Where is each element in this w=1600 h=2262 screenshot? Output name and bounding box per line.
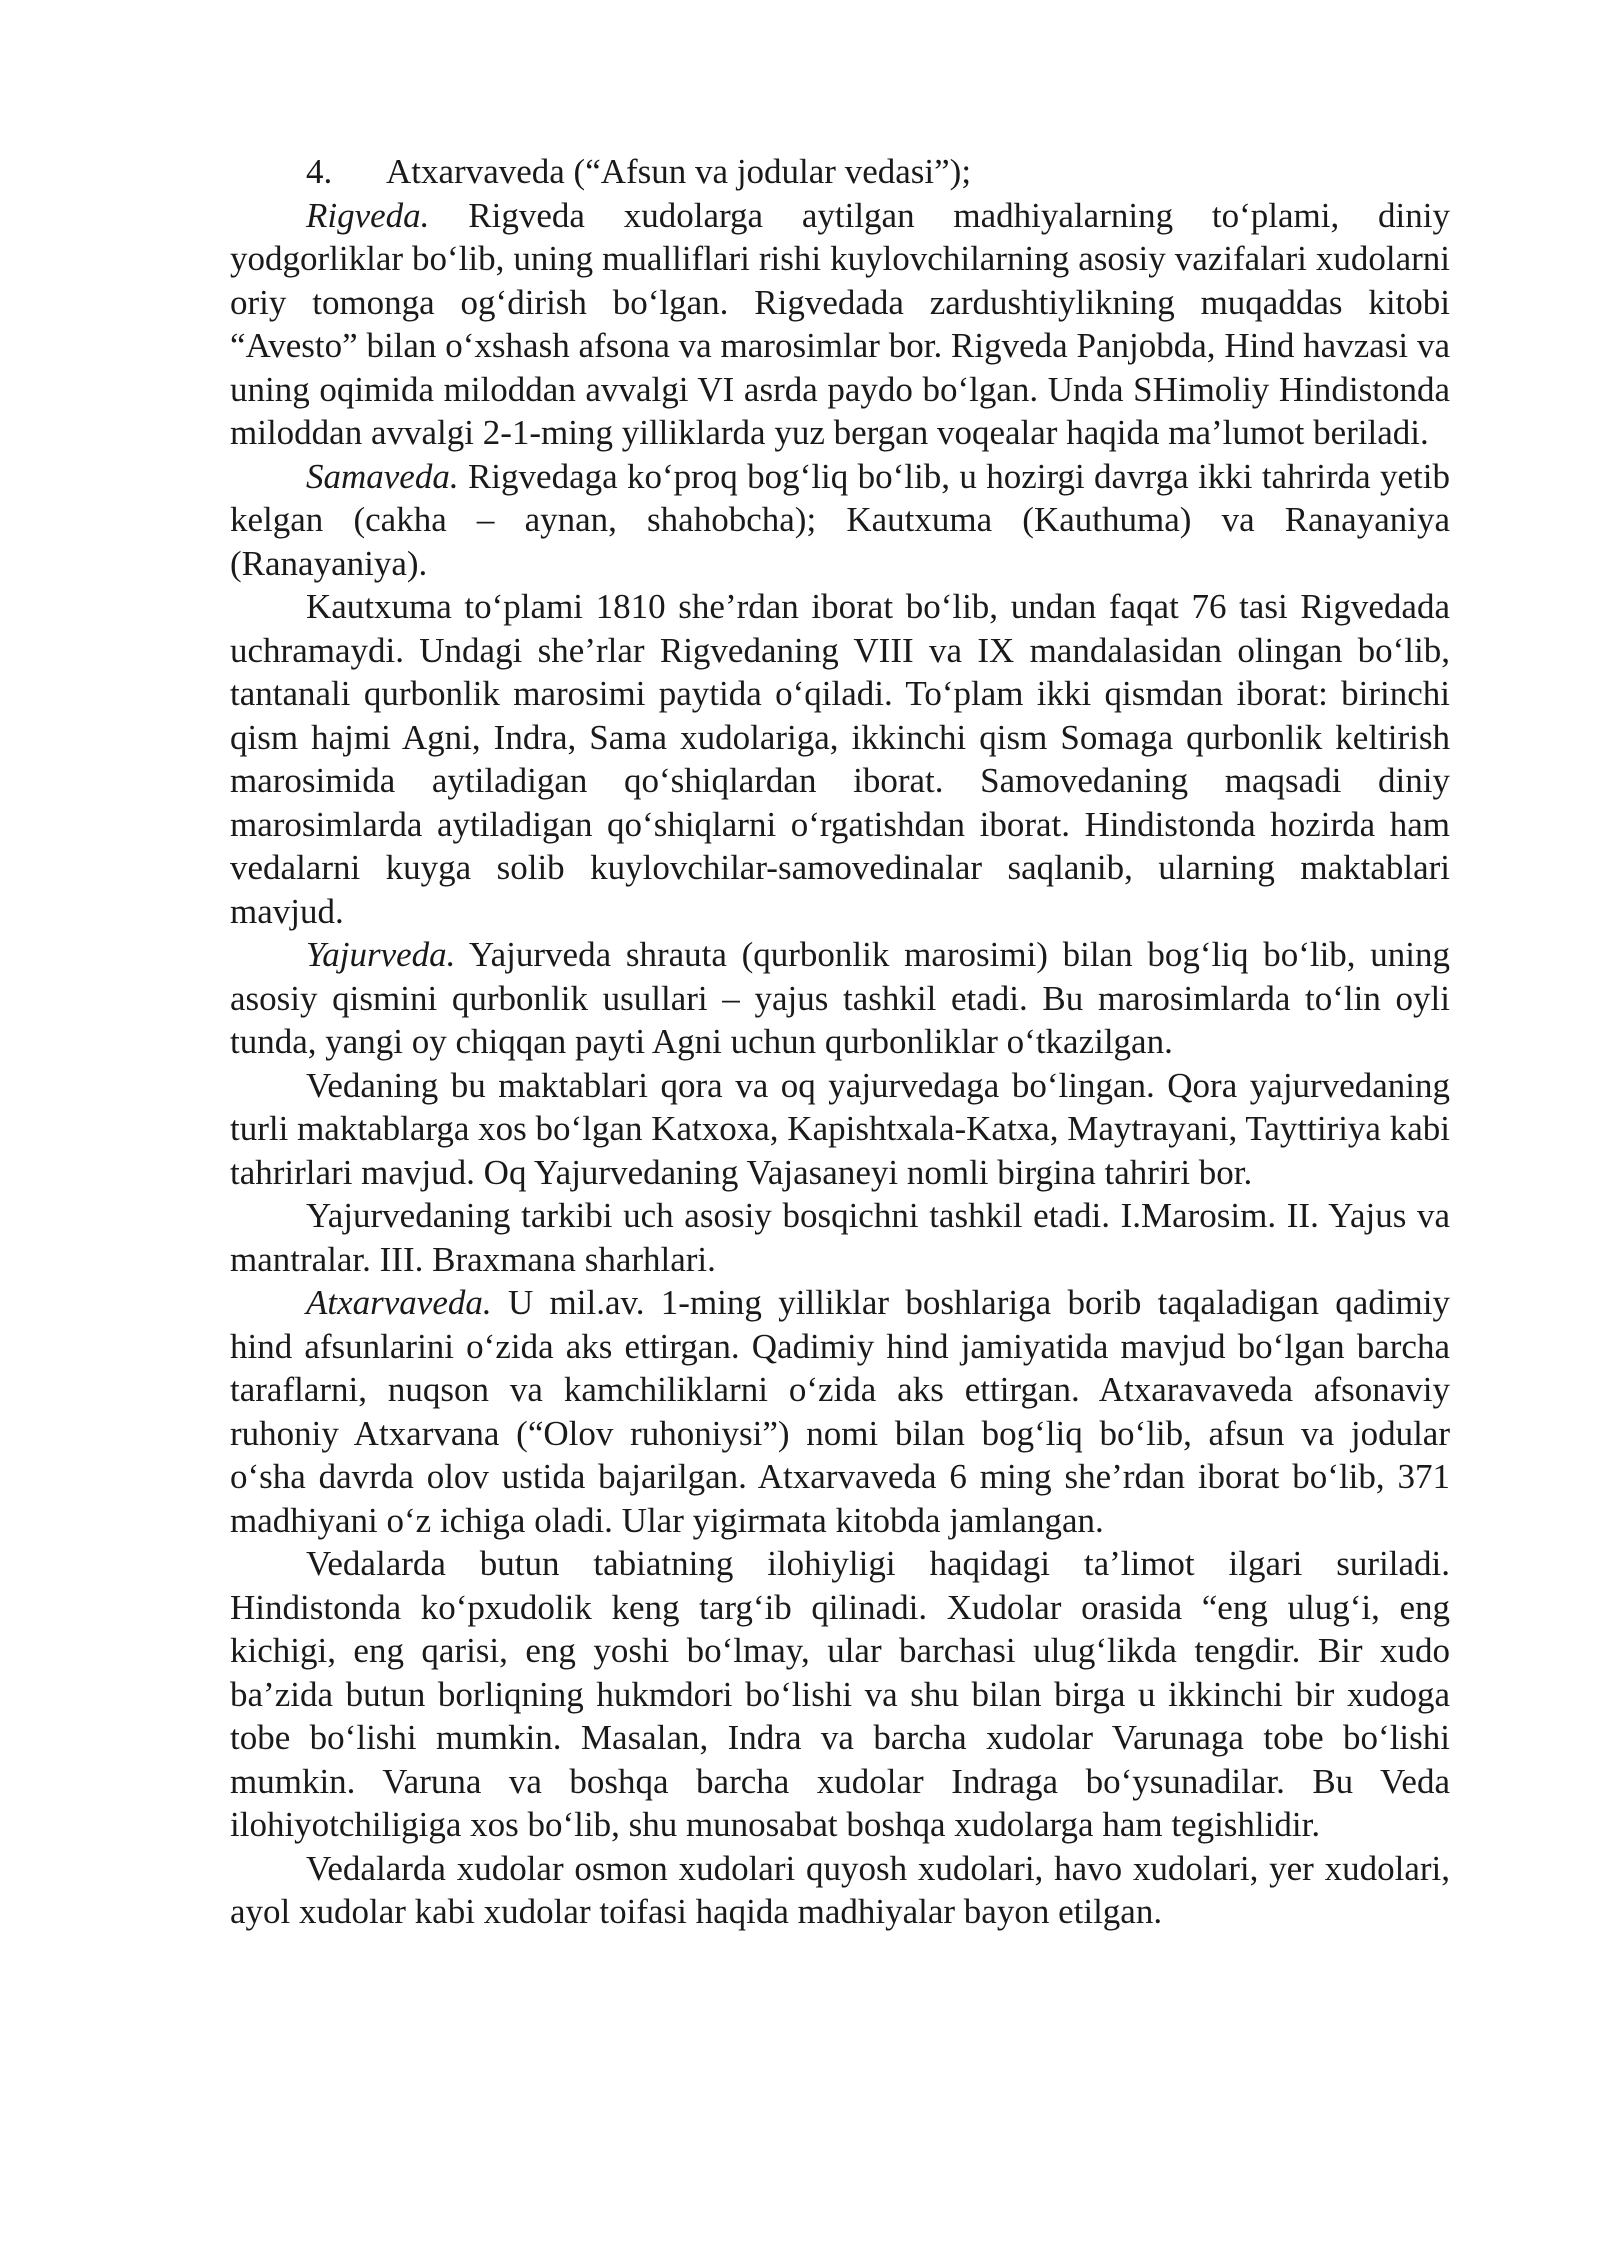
paragraph-vedaning-maktablari <box>230 1064 1450 1195</box>
paragraph-text: Vedalarda butun tabiatning ilohiyligi haqidagi ta’limot ilgari suriladi. Hindistonda ko‘pxudolik keng targ‘ib qilinadi. Xudolar orasida “eng ulug‘i, eng kichigi, eng qarisi, eng yoshi bo‘lmay, ular barchasi ulug‘likda tengdir. Bir xudo ba’zida butun borliqning hukmdori bo‘lishi va shu bilan birga u ikkinchi bir xudoga tobe bo‘lishi mumkin. Masalan, Indra va barcha xudolar Varunaga tobe bo‘lishi mumkin. Varuna va boshqa barcha xudolar Indraga bo‘ysunadilar. Bu Veda ilohiyotchiligiga xos bo‘lib, shu munosabat boshqa xudolarga ham tegishlidir. <box>230 1544 1450 1844</box>
paragraph-yajurveda-tarkibi <box>230 1194 1450 1281</box>
paragraph-vedalarda-tabiat <box>230 1542 1450 1847</box>
paragraph-lead-term: Atxarvaveda. <box>306 1283 492 1322</box>
paragraph-text: U mil.av. 1-ming yilliklar boshlariga borib taqaladigan qadimiy hind afsunlarini o‘zida aks ettirgan. Qadimiy hind jamiyatida mavjud bo‘lgan barcha taraflarni, nuqson va kamchiliklarni o‘zida aks ettirgan. Atxaravaveda afsonaviy ruhoniy Atxarvana (“Olov ruhoniysi”) nomi bilan bog‘liq bo‘lib, afsun va jodular o‘sha davrda olov ustida bajarilgan. Atxarvaveda 6 ming she’rdan iborat bo‘lib, 371 madhiyani o‘z ichiga oladi. Ular yigirmata kitobda jamlangan. <box>230 1283 1450 1540</box>
list-item-number: 4. <box>306 152 333 191</box>
paragraph-kautxuma <box>230 585 1450 933</box>
paragraph-lead-term: Rigveda. <box>306 195 430 235</box>
paragraph-text: Yajurvedaning tarkibi uch asosiy bosqichni tashkil etadi. I.Marosim. II. Yajus va mantralar. III. Braxmana sharhlari. <box>230 1196 1450 1279</box>
paragraph-yajurveda <box>230 933 1450 1064</box>
paragraph-lead-term: Yajurveda. <box>306 935 456 974</box>
paragraph-text: Rigvedaga ko‘proq bog‘liq bo‘lib, u hozirgi davrga ikki tahrirda yetib kelgan (cakha – aynan, shahobcha); Kautxuma (Kauthuma) va Ranayaniya (Ranayaniya). <box>230 456 1450 583</box>
paragraph-rigveda <box>230 194 1450 455</box>
paragraph-samaveda <box>230 455 1450 586</box>
paragraph-text: Rigveda xudolarga aytilgan madhiyalarning to‘plami, diniy yodgorliklar bo‘lib, uning mualliflari rishi kuylovchilarning asosiy vazifalari xudolarni oriy tomonga og‘dirish bo‘lgan. Rigvedada zardushtiylikning muqaddas kitobi “Avesto” bilan o‘xshash afsona va marosimlar bor. Rigveda Panjobda, Hind havzasi va uning oqimida miloddan avvalgi VI asrda paydo bo‘lgan. Unda SHimoliy Hindistonda miloddan avvalgi 2-1-ming yilliklarda yuz bergan voqealar haqida ma’lumot beriladi. <box>230 195 1450 452</box>
paragraph-lead-term: Samaveda. <box>306 456 459 496</box>
paragraph-text: Yajurveda shrauta (qurbonlik marosimi) bilan bog‘liq bo‘lib, uning asosiy qismini qurbonlik usullari – yajus tashkil etadi. Bu marosimlarda to‘lin oyli tunda, yangi oy chiqqan payti Agni uchun qurbonliklar o‘tkazilgan. <box>230 935 1450 1061</box>
document-page <box>230 150 1450 1934</box>
list-item <box>230 150 1450 194</box>
paragraph-text: Vedalarda xudolar osmon xudolari quyosh xudolari, havo xudolari, yer xudolari, ayol xudolar kabi xudolar toifasi haqida madhiyalar bayon etilgan. <box>230 1848 1450 1931</box>
list-item-text: Atxarvaveda (“Afsun va jodular vedasi”); <box>386 152 972 191</box>
paragraph-text: Vedaning bu maktablari qora va oq yajurvedaga bo‘lingan. Qora yajurvedaning turli maktablarga xos bo‘lgan Katxoxa, Kapishtxala-Katxa, Maytrayani, Tayttiriya kabi tahrirlari mavjud. Oq Yajurvedaning Vajasaneyi nomli birgina tahriri bor. <box>230 1065 1450 1192</box>
paragraph-vedalarda-xudolar <box>230 1847 1450 1934</box>
paragraph-atxarvaveda <box>230 1281 1450 1542</box>
paragraph-text: Kautxuma to‘plami 1810 she’rdan iborat bo‘lib, undan faqat 76 tasi Rigvedada uchramaydi. Undagi she’rlar Rigvedaning VIII va IX mandalasidan olingan bo‘lib, tantanali qurbonlik marosimi paytida o‘qiladi. To‘plam ikki qismdan iborat: birinchi qism hajmi Agni, Indra, Sama xudolariga, ikkinchi qism Somaga qurbonlik keltirish marosimida aytiladigan qo‘shiqlardan iborat. Samovedaning maqsadi diniy marosimlarda aytiladigan qo‘shiqlarni o‘rgatishdan iborat. Hindistonda hozirda ham vedalarni kuyga solib kuylovchilar-samovedinalar saqlanib, ularning maktablari mavjud. <box>230 587 1450 931</box>
